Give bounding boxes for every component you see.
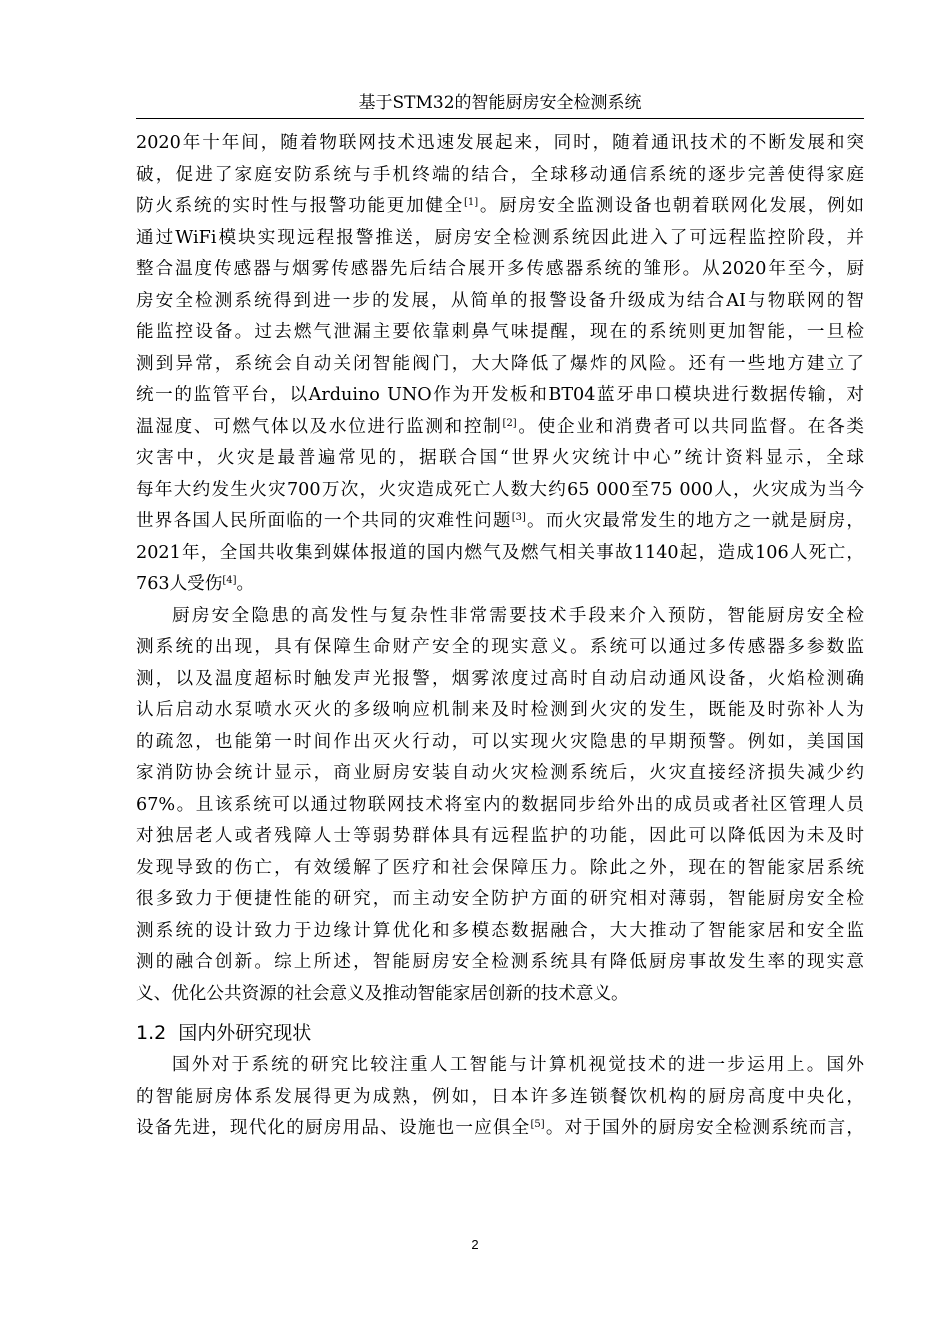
- text-line: 家消防协会统计显示，商业厨房安装自动火灾检测系统后，火灾直接经济损失减少约: [136, 763, 864, 783]
- text-segment: 。使企业和消费者可以共同监督。在各类: [516, 416, 864, 437]
- citation-1[interactable]: [1]: [463, 197, 479, 208]
- text-line: 对独居老人或者残障人士等弱势群体具有远程监护的功能，因此可以降低因为未及时: [136, 826, 864, 846]
- text-line: 的疏忽，也能第一时间作出灭火行动，可以实现火灾隐患的早期预警。例如，美国国: [136, 731, 864, 752]
- text-line: 测系统的出现，具有保障生命财产安全的现实意义。系统可以通过多传感器多参数监: [136, 637, 864, 657]
- paragraph-3: [136, 1050, 864, 1145]
- text-line: 房安全检测系统得到进一步的发展，从简单的报警设备升级成为结合AI与物联网的智: [136, 290, 864, 311]
- header-rule: [136, 118, 864, 119]
- text-line: 发现导致的伤亡，有效缓解了医疗和社会保障压力。除此之外，现在的智能家居系统: [136, 857, 864, 878]
- citation-5[interactable]: [5]: [530, 1119, 545, 1130]
- text-line: 义、优化公共资源的社会意义及推动智能家居创新的技术意义。: [136, 983, 629, 1004]
- section-heading: [136, 1016, 864, 1050]
- section-number: 1.2: [136, 1022, 167, 1044]
- text-line: [136, 191, 864, 223]
- text-line: 很多致力于便捷性能的研究，而主动安全防护方面的研究相对薄弱，智能厨房安全检: [136, 889, 864, 909]
- text-segment: 763人受伤: [136, 574, 223, 594]
- text-line: 67%。且该系统可以通过物联网技术将室内的数据同步给外出的成员或者社区管理人员: [136, 794, 864, 815]
- citation-3[interactable]: [3]: [511, 512, 526, 523]
- text-line: 破，促进了家庭安防系统与手机终端的结合，全球移动通信系统的逐步完善使得家庭: [136, 164, 864, 185]
- text-segment: 防火系统的实时性与报警功能更加健全: [136, 196, 464, 216]
- text-line: [136, 569, 864, 601]
- text-line: 测的融合创新。综上所述，智能厨房安全检测系统具有降低厨房事故发生率的现实意: [136, 952, 864, 972]
- text-line: 2020年十年间，随着物联网技术迅速发展起来，同时，随着通讯技术的不断发展和突: [136, 133, 864, 153]
- text-line: [136, 1113, 864, 1145]
- text-segment: 。厨房安全监测设备也朝着联网化发展，例如: [478, 196, 864, 216]
- paragraph-2: [136, 601, 864, 1011]
- text-line: 认后启动水泵喷水灭火的多级响应机制来及时检测到火灾的发生，既能及时弥补人为: [136, 700, 864, 720]
- text-line: 2021年，全国共收集到媒体报道的国内燃气及燃气相关事故1140起，造成106人死亡，: [136, 542, 864, 563]
- section-title: 国内外研究现状: [178, 1022, 312, 1044]
- page-number: 2: [471, 1237, 479, 1252]
- text-line: 国外对于系统的研究比较注重人工智能与计算机视觉技术的进一步运用上。国外: [172, 1055, 864, 1075]
- text-line: 灾害中，火灾是最普遍常见的，据联合国“世界火灾统计中心”统计资料显示，全球: [136, 448, 864, 468]
- body-text: [136, 128, 864, 1145]
- text-line: 整合温度传感器与烟雾传感器先后结合展开多传感器系统的雏形。从2020年至今，厨: [136, 259, 864, 279]
- text-line: 厨房安全隐患的高发性与复杂性非常需要技术手段来介入预防，智能厨房安全检: [172, 605, 864, 626]
- paragraph-1: [136, 128, 864, 601]
- running-header: 基于STM32的智能厨房安全检测系统: [358, 93, 642, 113]
- text-line: 测，以及温度超标时触发声光报警，烟雾浓度过高时自动启动通风设备，火焰检测确: [136, 668, 864, 689]
- text-line: 测系统的设计致力于边缘计算优化和多模态数据融合，大大推动了智能家居和安全监: [136, 920, 864, 941]
- citation-4[interactable]: [4]: [222, 575, 237, 586]
- citation-2[interactable]: [2]: [502, 417, 517, 429]
- text-line: [136, 506, 864, 538]
- text-line: 统一的监管平台，以Arduino UNO作为开发板和BT04蓝牙串口模块进行数据传输，对: [136, 385, 864, 405]
- text-segment: 。对于国外的厨房安全检测系统而言，: [544, 1118, 864, 1138]
- text-segment: 。而火灾最常发生的地方之一就是厨房，: [525, 511, 864, 531]
- text-segment: 设备先进，现代化的厨房用品、设施也一应俱全: [136, 1118, 531, 1138]
- text-line: 通过WiFi模块实现远程报警推送，厨房安全检测系统因此进入了可远程监控阶段，并: [136, 227, 864, 248]
- text-line: 每年大约发生火灾700万次，火灾造成死亡人数大约65 000至75 000人，火灾成为当今: [136, 479, 864, 500]
- text-line: 能监控设备。过去燃气泄漏主要依靠刺鼻气味提醒，现在的系统则更加智能，一旦检: [136, 322, 864, 342]
- text-segment: 温湿度、可燃气体以及水位进行监测和控制: [136, 416, 503, 437]
- text-line: 的智能厨房体系发展得更为成熟，例如，日本许多连锁餐饮机构的厨房高度中央化，: [136, 1086, 864, 1107]
- text-segment: 。: [236, 574, 255, 594]
- text-line: [136, 412, 864, 444]
- text-segment: 世界各国人民所面临的一个共同的灾难性问题: [136, 511, 512, 531]
- text-line: 测到异常，系统会自动关闭智能阀门，大大降低了爆炸的风险。还有一些地方建立了: [136, 353, 864, 374]
